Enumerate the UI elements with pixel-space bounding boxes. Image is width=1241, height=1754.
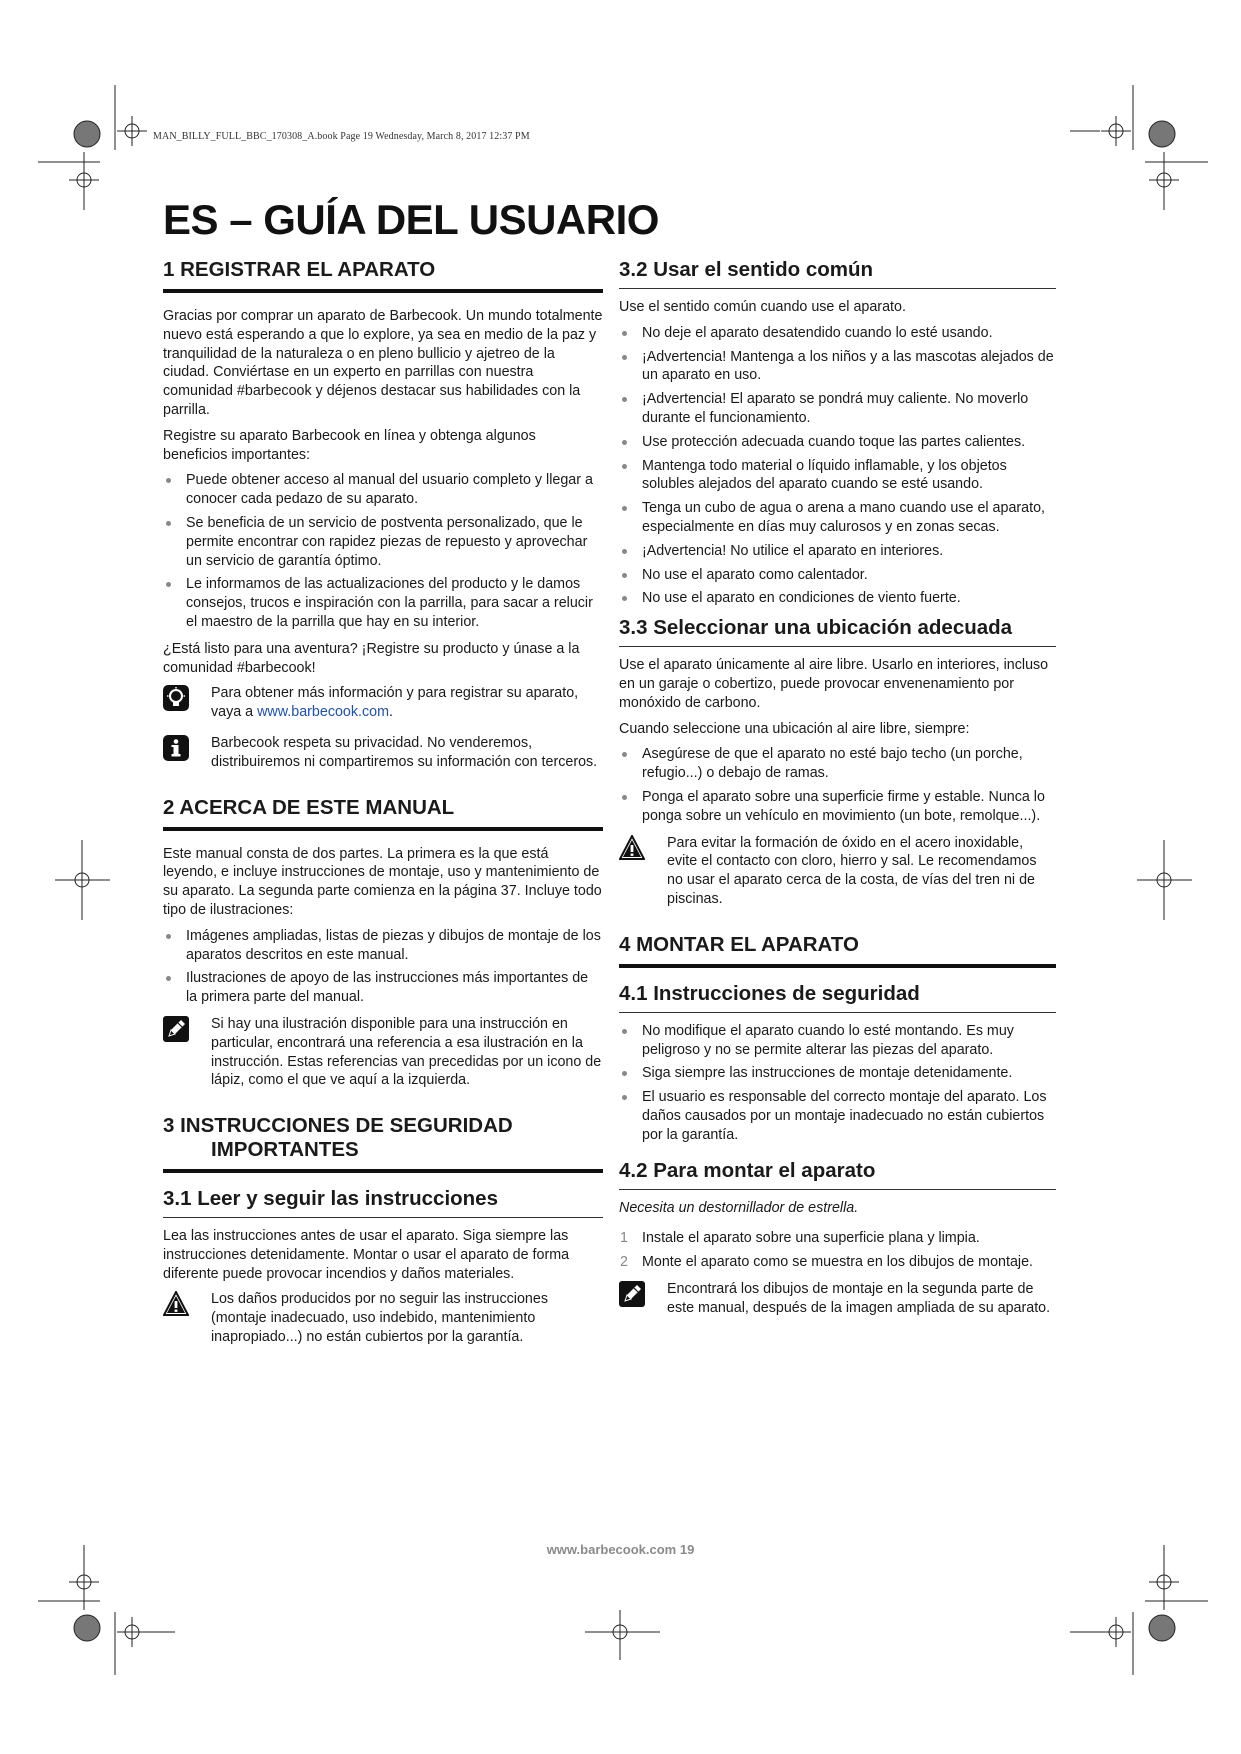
step-text: Monte el aparato como se muestra en los dibujos de montaje. (642, 1254, 1034, 1271)
paragraph: Registre su aparato Barbecook en línea y obtenga algunos beneficios importantes: (163, 427, 536, 463)
paragraph: Lea las instrucciones antes de usar el aparato. Siga siempre las instrucciones detenidamente. Montar o usar el aparato de forma diferente puede provocar incendios y daños materiales. (163, 1228, 570, 1282)
benefits-list (163, 471, 603, 631)
tip-text: Para obtener más información y para registrar su aparato, vaya a (211, 685, 579, 721)
list-item: Ilustraciones de apoyo de las instrucciones más importantes de la primera parte del manual. (163, 969, 603, 1007)
section-location (619, 616, 1056, 909)
list-item: El usuario es responsable del correcto montaje del aparato. Los daños causados por un montaje inadecuado no están cubiertos por la garantía. (619, 1088, 1056, 1144)
step-number: 1 (620, 1230, 628, 1247)
list-item: Tenga un cubo de agua o arena a mano cuando use el aparato, especialmente en días muy calurosos y en zonas secas. (619, 499, 1056, 537)
section-safety (163, 1114, 603, 1347)
warning-icon (163, 1291, 189, 1317)
warning-icon (619, 835, 645, 861)
list-item: ¡Advertencia! No utilice el aparato en interiores. (619, 542, 1056, 561)
list-item: No deje el aparato desatendido cuando lo esté usando. (619, 324, 1056, 343)
common-sense-list (619, 324, 1056, 608)
warning-note (619, 834, 1056, 909)
pencil-icon (163, 1016, 189, 1042)
list-item: No use el aparato como calentador. (619, 566, 1056, 585)
pencil-note (619, 1280, 1056, 1318)
warning-note (163, 1290, 603, 1346)
left-column (163, 258, 603, 1359)
subsection-heading: 3.1 Leer y seguir las instrucciones (163, 1187, 603, 1218)
list-item: Imágenes ampliadas, listas de piezas y dibujos de montaje de los aparatos descritos en este manual. (163, 927, 603, 965)
list-item: No use el aparato en condiciones de viento fuerte. (619, 589, 1056, 608)
paragraph: Cuando seleccione una ubicación al aire libre, siempre: (619, 720, 970, 737)
privacy-text: Barbecook respeta su privacidad. No venderemos, distribuiremos ni compartiremos su información con terceros. (211, 734, 598, 770)
tip-note (163, 684, 603, 722)
section-register (163, 258, 603, 772)
location-list (619, 745, 1056, 825)
pencil-note-text: Si hay una ilustración disponible para una instrucción en particular, encontrará una referencia a esa ilustración en la instrucción. Estas referencias van precedidas por un icono de lápiz, como el que ve aquí a la izquierda. (211, 1015, 602, 1089)
section-heading: 4 MONTAR EL APARATO (619, 933, 1056, 968)
privacy-note (163, 734, 603, 772)
list-item: Le informamos de las actualizaciones del producto y le damos consejos, trucos e inspiración con la parrilla, para sacar a relucir el maestro de la parrilla que hay en su interior. (163, 575, 603, 631)
list-item: Ponga el aparato sobre una superficie firme y estable. Nunca lo ponga sobre un vehículo en movimiento (un bote, remolque...). (619, 788, 1056, 826)
list-item: ¡Advertencia! Mantenga a los niños y a las mascotas alejados de un aparato en uso. (619, 348, 1056, 386)
list-item: ¡Advertencia! El aparato se pondrá muy caliente. No moverlo durante el funcionamiento. (619, 390, 1056, 428)
section-about-manual (163, 796, 603, 1091)
step-item (619, 1253, 1056, 1272)
step-number: 2 (620, 1254, 628, 1271)
paragraph: Gracias por comprar un aparato de Barbecook. Un mundo totalmente nuevo está esperando a que lo explore, ya sea en medio de la paz y tranquilidad de la naturaleza o en pleno bullicio y ajetreo de la ciudad. Conviértase en un experto en parrillas con nuestra comunidad #barbecook y déjenos destacar sus habilidades con la parrilla. (163, 308, 603, 418)
subsection-heading: 3.2 Usar el sentido común (619, 258, 1056, 289)
pencil-note (163, 1015, 603, 1090)
paragraph: Necesita un destornillador de estrella. (619, 1199, 859, 1216)
list-item: Asegúrese de que el aparato no esté bajo techo (un porche, refugio...) o debajo de ramas. (619, 745, 1056, 783)
step-item (619, 1229, 1056, 1248)
lightbulb-icon (163, 685, 189, 711)
section-assembly (619, 933, 1056, 1318)
paragraph: ¿Está listo para una aventura? ¡Registre su producto y únase a la comunidad #barbecook! (163, 640, 580, 676)
assembly-steps (619, 1229, 1056, 1272)
paragraph: Use el sentido común cuando use el aparato. (619, 299, 906, 315)
warning-text: Para evitar la formación de óxido en el acero inoxidable, evite el contacto con cloro, hierro y sal. Le recomendamos no usar el aparato cerca de la costa, de vías del tren ni de piscinas. (667, 834, 1037, 907)
illustrations-list (163, 927, 603, 1007)
page-footer: www.barbecook.com 19 (546, 1542, 695, 1557)
subsection-heading: 3.3 Seleccionar una ubicación adecuada (619, 616, 1056, 647)
subsection-heading: 4.2 Para montar el aparato (619, 1159, 1056, 1190)
section-heading: 2 ACERCA DE ESTE MANUAL (163, 796, 603, 831)
right-column (619, 258, 1056, 1329)
print-slug: MAN_BILLY_FULL_BBC_170308_A.book Page 19 Wednesday, March 8, 2017 12:37 PM (153, 131, 530, 142)
step-text: Instale el aparato sobre una superficie plana y limpia. (642, 1230, 980, 1247)
assembly-safety-list (619, 1022, 1056, 1145)
warning-text: Los daños producidos por no seguir las instrucciones (montaje inadecuado, uso indebido, mantenimiento inapropiado...) no están cubiertos por la garantía. (211, 1291, 548, 1346)
pencil-note-text: Encontrará los dibujos de montaje en la segunda parte de este manual, después de la imagen ampliada de su aparato. (667, 1280, 1051, 1316)
section-common-sense (619, 258, 1056, 608)
list-item: Puede obtener acceso al manual del usuario completo y llegar a conocer cada pedazo de su aparato. (163, 471, 603, 509)
website-link[interactable]: www.barbecook.com (257, 704, 390, 721)
list-item: Se beneficia de un servicio de postventa personalizado, que le permite encontrar con rapidez piezas de repuesto y aprovechar un servicio de garantía óptimo. (163, 514, 603, 570)
page-title: ES – GUÍA DEL USUARIO (163, 196, 659, 243)
paragraph: Use el aparato únicamente al aire libre. Usarlo en interiores, incluso en un garaje o cobertizo, puede provocar envenenamiento por monóxido de carbono. (619, 657, 1049, 711)
tip-end: . (389, 704, 393, 721)
subsection-heading: 4.1 Instrucciones de seguridad (619, 982, 1056, 1013)
list-item: Siga siempre las instrucciones de montaje detenidamente. (619, 1064, 1056, 1083)
paragraph: Este manual consta de dos partes. La primera es la que está leyendo, e incluye instrucciones de montaje, uso y mantenimiento de su aparato. La segunda parte comienza en la página 37. Incluye todo tipo de ilustraciones: (163, 845, 602, 918)
pencil-icon (619, 1281, 645, 1307)
section-heading: 3 INSTRUCCIONES DE SEGURIDAD IMPORTANTES (163, 1114, 603, 1173)
list-item: Mantenga todo material o líquido inflamable, y los objetos solubles alejados del aparato cuando se esté usando. (619, 457, 1056, 495)
list-item: No modifique el aparato cuando lo esté montando. Es muy peligroso y no se permite alterar las piezas del aparato. (619, 1022, 1056, 1060)
section-heading: 1 REGISTRAR EL APARATO (163, 258, 603, 293)
list-item: Use protección adecuada cuando toque las partes calientes. (619, 433, 1056, 452)
info-icon (163, 735, 189, 761)
